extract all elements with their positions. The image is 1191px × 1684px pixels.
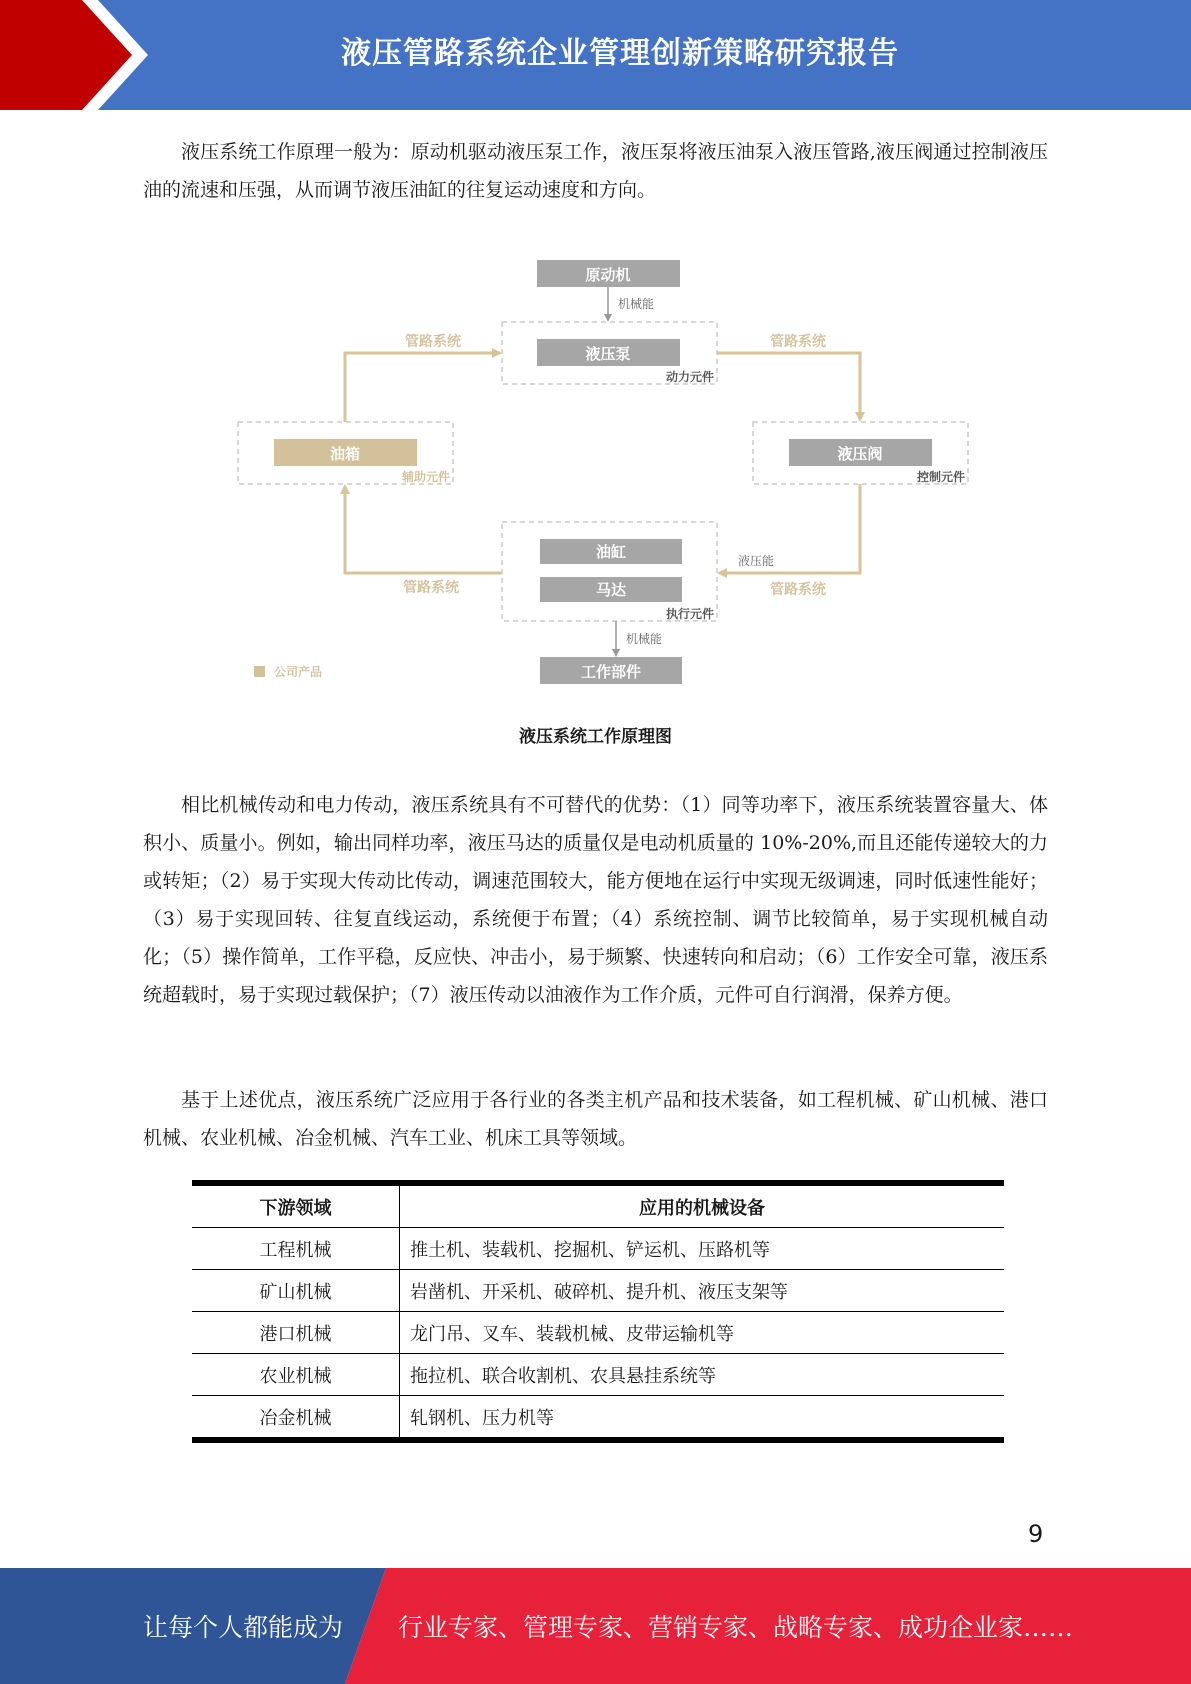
motor-label: 马达 [595, 581, 627, 599]
power-component-label: 动力元件 [665, 370, 714, 384]
table-cell-field: 矿山机械 [192, 1270, 400, 1312]
table-cell-equipment: 岩凿机、开采机、破碎机、提升机、液压支架等 [400, 1270, 1005, 1312]
table-row [192, 1312, 1004, 1354]
pump-label: 液压泵 [585, 345, 631, 363]
table-cell-equipment: 推土机、装载机、挖掘机、铲运机、压路机等 [400, 1228, 1005, 1270]
tank-label: 油箱 [329, 445, 361, 463]
table-row [192, 1228, 1004, 1270]
table-cell-field: 工程机械 [192, 1228, 400, 1270]
paragraph-principle: 液压系统工作原理一般为：原动机驱动液压泵工作，液压泵将液压油泵入液压管路,液压阀通过控制液压油的流速和压强，从而调节液压油缸的往复运动速度和方向。 [143, 141, 1048, 201]
header-arrow-decoration [0, 0, 160, 110]
header-title: 液压管路系统企业管理创新策略研究报告 [341, 36, 899, 71]
table-row [192, 1354, 1004, 1396]
cylinder-label: 油缸 [595, 543, 627, 561]
table-cell-field: 农业机械 [192, 1354, 400, 1396]
table-row [192, 1396, 1004, 1441]
downstream-table [192, 1180, 1004, 1443]
page-footer [0, 1568, 1191, 1684]
hydraulic-energy-label: 液压能 [738, 554, 775, 568]
table-cell-equipment: 轧钢机、压力机等 [400, 1396, 1005, 1441]
work-part-label: 工作部件 [580, 663, 642, 681]
table-header-field: 下游领域 [192, 1183, 400, 1228]
table-cell-field: 冶金机械 [192, 1396, 400, 1441]
table-cell-equipment: 拖拉机、联合收割机、农具悬挂系统等 [400, 1354, 1005, 1396]
actuator-component-label: 执行元件 [665, 607, 714, 621]
pipeline-label-top-left: 管路系统 [405, 334, 461, 350]
paragraph-applications: 基于上述优点，液压系统广泛应用于各行业的各类主机产品和技术装备，如工程机械、矿山机械、港口机械、农业机械、冶金机械、汽车工业、机床工具等领域。 [143, 1089, 1048, 1149]
table-row [192, 1270, 1004, 1312]
table-header-equipment: 应用的机械设备 [400, 1183, 1005, 1228]
footer-slogan-left: 让每个人都能成为 [143, 1613, 344, 1642]
mechanical-energy-label-1: 机械能 [618, 297, 655, 311]
legend-label: 公司产品 [274, 665, 323, 679]
table-cell-equipment: 龙门吊、叉车、装载机械、皮带运输机等 [400, 1312, 1005, 1354]
valve-label: 液压阀 [837, 445, 883, 463]
hydraulic-principle-diagram [230, 250, 980, 690]
pipeline-label-top-right: 管路系统 [770, 334, 826, 350]
table-header-row [192, 1183, 1004, 1228]
legend-swatch [254, 666, 265, 677]
pipeline-label-bottom-right: 管路系统 [770, 582, 826, 598]
pipeline-tank-to-pump [345, 353, 500, 422]
figure-caption: 液压系统工作原理图 [519, 727, 672, 747]
pipeline-actuator-to-tank [345, 486, 502, 573]
auxiliary-component-label: 辅助元件 [401, 470, 450, 484]
control-component-label: 控制元件 [916, 470, 965, 484]
page-header [0, 0, 1191, 110]
pipeline-pump-to-valve [717, 353, 860, 420]
page-number: 9 [1028, 1520, 1044, 1548]
paragraph-advantages: 相比机械传动和电力传动，液压系统具有不可替代的优势：（1）同等功率下，液压系统装置容量大、体积小、质量小。例如，输出同样功率，液压马达的质量仅是电动机质量的 10%-20%,而且还能传递较大的力或转矩；（2）易于实现大传动比传动，调速范围较大，能方便地在运行中实现无级调速，同时低速性能好；（3）易于实现回转、往复直线运动，系统便于布置；（4）系统控制、调节比较简单，易于实现机械自动化；（5）操作简单，工作平稳，反应快、冲击小，易于频繁、快速转向和启动；（6）工作安全可靠，液压系统超载时，易于实现过载保护；（7）液压传动以油液作为工作介质，元件可自行润滑，保养方便。 [143, 794, 1048, 1006]
table-cell-field: 港口机械 [192, 1312, 400, 1354]
pipeline-label-bottom-left: 管路系统 [403, 580, 459, 596]
prime-mover-label: 原动机 [585, 266, 631, 284]
mechanical-energy-label-2: 机械能 [626, 632, 663, 646]
footer-slogan-right: 行业专家、管理专家、营销专家、战略专家、成功企业家…… [398, 1613, 1074, 1642]
